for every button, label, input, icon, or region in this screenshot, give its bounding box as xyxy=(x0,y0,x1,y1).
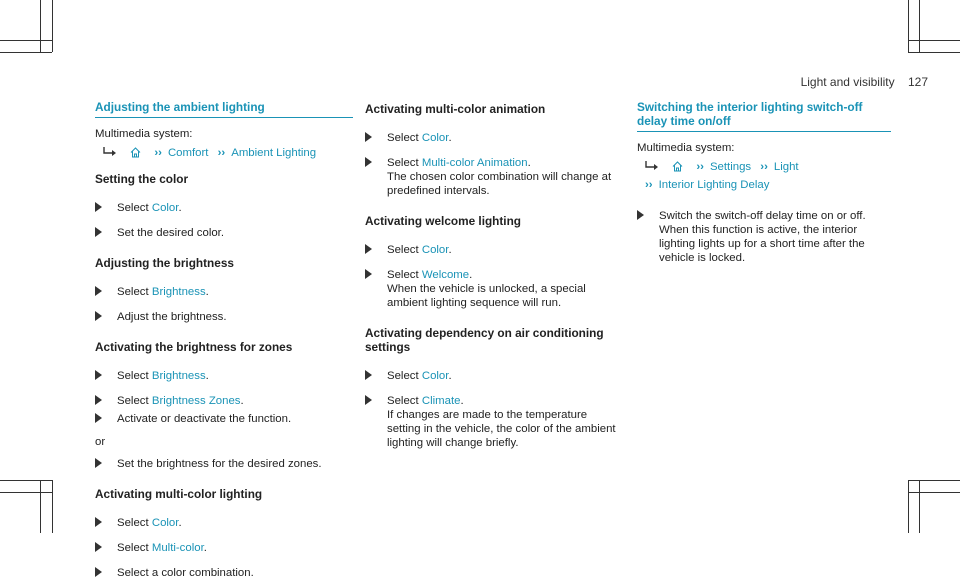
nav-arrow-icon: ›› xyxy=(760,161,768,173)
crop-mark xyxy=(52,480,53,533)
step xyxy=(365,389,620,456)
step-description: When the vehicle is unlocked, a special ambient lighting sequence will run. xyxy=(387,283,586,309)
step-text: Select xyxy=(387,132,419,144)
step-text: Switch the switch-off delay time on or off. xyxy=(659,210,866,222)
step-text: Select xyxy=(387,244,419,256)
menu-link-color[interactable]: Color xyxy=(421,370,449,382)
intro-text: Multimedia system: xyxy=(95,128,193,140)
column-1 xyxy=(95,100,353,586)
page-header xyxy=(801,75,928,89)
step-punct: . xyxy=(178,517,182,529)
crop-mark xyxy=(908,40,960,41)
menu-link-climate[interactable]: Climate xyxy=(421,395,461,407)
crop-mark xyxy=(0,40,52,41)
menu-link-welcome[interactable]: Welcome xyxy=(421,269,470,281)
subheading: Activating multi-color lighting xyxy=(95,487,263,501)
crop-mark xyxy=(40,0,41,52)
home-icon xyxy=(130,147,141,158)
step-text: Select xyxy=(117,286,149,298)
step-arrow-icon xyxy=(365,269,372,279)
step xyxy=(95,364,353,389)
path-hook-icon xyxy=(103,147,117,157)
page-number: 127 xyxy=(907,75,928,89)
subheading: Activating multi-color animation xyxy=(365,102,546,116)
step-punct: . xyxy=(448,244,452,256)
path-hook-icon xyxy=(645,161,659,171)
step-punct: . xyxy=(448,132,452,144)
step-text: Select a color combination. xyxy=(117,567,254,579)
step-arrow-icon xyxy=(365,132,372,142)
menu-link-brightness[interactable]: Brightness xyxy=(151,370,206,382)
nav-arrow-icon: ›› xyxy=(645,179,653,191)
path-item-interior-lighting-delay[interactable]: Interior Lighting Delay xyxy=(658,179,770,191)
column-2 xyxy=(365,102,620,456)
step xyxy=(95,280,353,305)
step-text: Activate or deactivate the function. xyxy=(117,413,292,425)
step xyxy=(365,364,620,389)
step-arrow-icon xyxy=(365,244,372,254)
step-arrow-icon xyxy=(95,227,102,237)
nav-arrow-icon: ›› xyxy=(154,147,162,159)
crop-mark xyxy=(0,480,52,481)
step-description: If changes are made to the temperature setting in the vehicle, the color of the ambient lighting will change briefly. xyxy=(387,409,616,449)
step-text: Adjust the brightness. xyxy=(117,311,227,323)
section-title: Light and visibility xyxy=(800,75,895,89)
step-punct: . xyxy=(203,542,207,554)
step-text: Select xyxy=(387,157,419,169)
section-heading: Switching the interior lighting switch-off delay time on/off xyxy=(637,100,891,132)
step-text: Select xyxy=(387,370,419,382)
step-description: When this function is active, the interior lighting lights up for a short time after the vehicle is locked. xyxy=(659,224,865,264)
step-arrow-icon xyxy=(365,395,372,405)
subheading: Setting the color xyxy=(95,172,189,186)
step-text: Select xyxy=(387,269,419,281)
crop-mark xyxy=(52,0,53,52)
crop-mark xyxy=(0,492,52,493)
step-text: Select xyxy=(117,517,149,529)
menu-link-color[interactable]: Color xyxy=(151,517,179,529)
step xyxy=(365,126,620,151)
step xyxy=(365,151,620,204)
step xyxy=(95,221,353,246)
step-arrow-icon xyxy=(95,395,102,405)
step xyxy=(95,410,353,432)
step-text: Select xyxy=(117,395,149,407)
step-arrow-icon xyxy=(95,458,102,468)
menu-link-brightness[interactable]: Brightness xyxy=(151,286,206,298)
subheading: Activating welcome lighting xyxy=(365,214,521,228)
step-arrow-icon xyxy=(95,542,102,552)
menu-link-color[interactable]: Color xyxy=(421,244,449,256)
menu-link-color[interactable]: Color xyxy=(421,132,449,144)
step-arrow-icon xyxy=(95,567,102,577)
subheading: Activating dependency on air conditioning settings xyxy=(365,326,604,354)
step xyxy=(365,263,620,316)
path-item-comfort[interactable]: Comfort xyxy=(167,147,209,159)
menu-link-brightness-zones[interactable]: Brightness Zones xyxy=(151,395,241,407)
step-arrow-icon xyxy=(95,202,102,212)
nav-arrow-icon: ›› xyxy=(217,147,226,159)
step xyxy=(95,561,353,586)
subheading: Adjusting the brightness xyxy=(95,256,234,270)
step xyxy=(365,238,620,263)
intro-text: Multimedia system: xyxy=(637,142,735,154)
crop-mark xyxy=(919,480,920,533)
step-arrow-icon xyxy=(95,311,102,321)
menu-link-color[interactable]: Color xyxy=(151,202,179,214)
crop-mark xyxy=(40,480,41,533)
crop-mark xyxy=(0,52,52,53)
step-arrow-icon xyxy=(95,370,102,380)
step-punct: . xyxy=(448,370,452,382)
step-punct: . xyxy=(205,370,209,382)
step xyxy=(95,452,353,477)
menu-link-multi-color[interactable]: Multi-color xyxy=(151,542,204,554)
step-punct: . xyxy=(205,286,209,298)
column-3 xyxy=(637,100,891,271)
crop-mark xyxy=(919,0,920,52)
step xyxy=(95,511,353,536)
crop-mark xyxy=(908,492,960,493)
step-arrow-icon xyxy=(95,517,102,527)
step-arrow-icon xyxy=(365,157,372,167)
path-item-ambient-lighting[interactable]: Ambient Lighting xyxy=(231,147,317,159)
step xyxy=(95,305,353,330)
step-punct: . xyxy=(240,395,244,407)
home-icon xyxy=(672,161,683,172)
step-arrow-icon xyxy=(95,413,102,423)
menu-path xyxy=(95,146,353,160)
step-text: Select xyxy=(117,542,149,554)
step-arrow-icon xyxy=(637,210,644,220)
path-item-settings[interactable]: Settings xyxy=(709,161,752,173)
step xyxy=(95,389,353,410)
nav-arrow-icon: ›› xyxy=(696,161,704,173)
step-text: Set the brightness for the desired zones. xyxy=(117,458,322,470)
step xyxy=(637,204,891,271)
step-text: Select xyxy=(117,202,149,214)
step-text: Select xyxy=(387,395,419,407)
step-arrow-icon xyxy=(365,370,372,380)
path-item-light[interactable]: Light xyxy=(773,161,799,173)
step-punct: . xyxy=(178,202,182,214)
step-text: Select xyxy=(117,370,149,382)
step xyxy=(95,536,353,561)
step-description: The chosen color combination will change at predefined intervals. xyxy=(387,171,612,197)
crop-mark xyxy=(908,52,960,53)
step-punct: . xyxy=(469,269,473,281)
section-heading: Adjusting the ambient lighting xyxy=(95,100,353,118)
subheading: Activating the brightness for zones xyxy=(95,340,293,354)
crop-mark xyxy=(908,480,960,481)
menu-path xyxy=(637,160,891,192)
step-punct: . xyxy=(460,395,464,407)
crop-mark xyxy=(908,0,909,52)
step-text: Set the desired color. xyxy=(117,227,225,239)
step-punct: . xyxy=(527,157,531,169)
or-text: or xyxy=(95,436,106,448)
menu-link-multi-color-animation[interactable]: Multi-color Animation xyxy=(421,157,528,169)
step-arrow-icon xyxy=(95,286,102,296)
step xyxy=(95,196,353,221)
crop-mark xyxy=(908,480,909,533)
